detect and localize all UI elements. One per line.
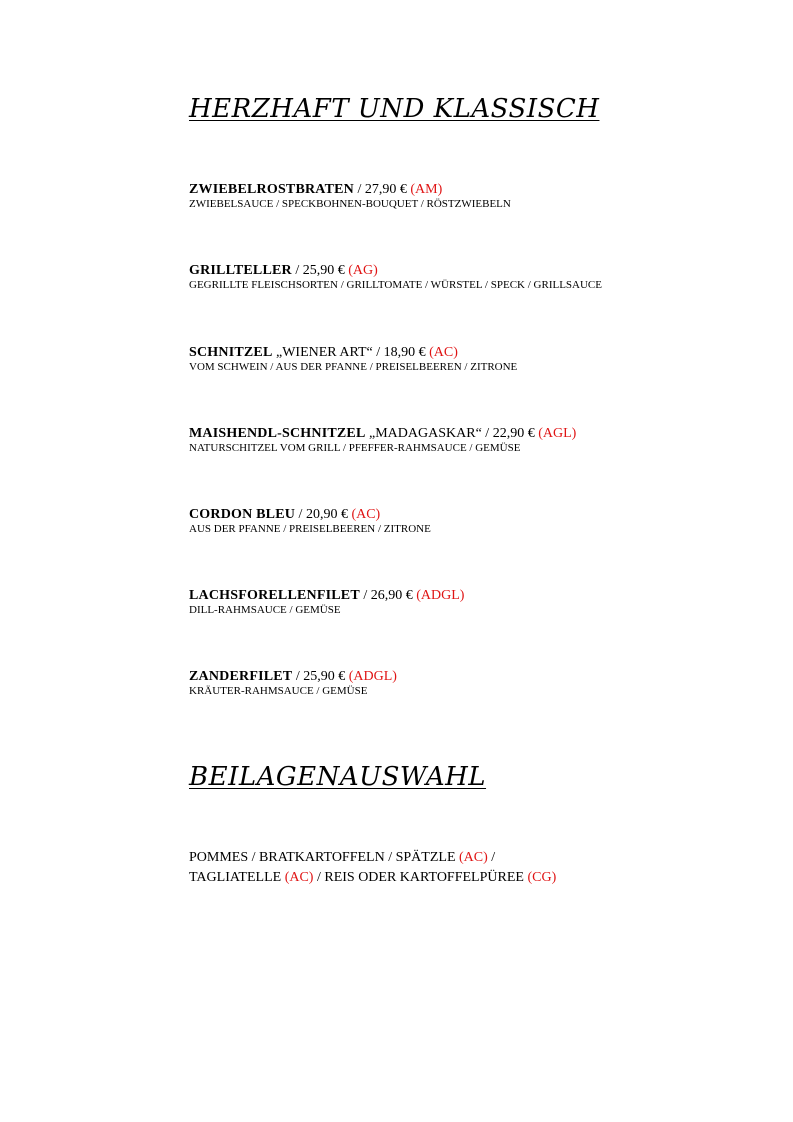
separator: / <box>353 182 365 197</box>
dish-name: CORDON BLEU <box>189 507 296 522</box>
dish-description: AUS DER PFANNE / PREISELBEEREN / ZITRONE <box>189 523 431 535</box>
allergen-codes: (CG) <box>527 870 557 885</box>
sides-list <box>189 848 556 888</box>
dish-price: 25,90 € <box>303 669 346 684</box>
dish-description: NATURSCHITZEL VOM GRILL / PFEFFER-RAHMSAUCE / GEMÜSE <box>189 442 521 454</box>
dish-name: GRILLTELLER <box>189 263 292 278</box>
sides-text: / <box>487 850 496 865</box>
allergen-codes: (AC) <box>351 507 381 522</box>
dish-description: VOM SCHWEIN / AUS DER PFANNE / PREISELBEEREN / ZITRONE <box>189 361 518 373</box>
dish-schnitzel-wiener-art <box>189 345 749 374</box>
allergen-codes: (AG) <box>348 263 378 278</box>
sides-line-2 <box>189 868 556 888</box>
dish-price: 20,90 € <box>305 507 348 522</box>
dish-name: ZWIEBELROSTBRATEN <box>189 182 354 197</box>
dish-description: ZWIEBELSAUCE / SPECKBOHNEN-BOUQUET / RÖSTZWIEBELN <box>189 198 511 210</box>
sides-line-1 <box>189 848 556 868</box>
dish-name: SCHNITZEL <box>189 345 273 360</box>
allergen-codes: (ADGL) <box>348 669 397 684</box>
sides-text: TAGLIATELLE <box>189 870 285 885</box>
dish-name: MAISHENDL-SCHNITZEL <box>189 426 366 441</box>
allergen-codes: (AC) <box>459 850 488 865</box>
dish-maishendl-schnitzel <box>189 426 749 455</box>
dish-name: LACHSFORELLENFILET <box>189 588 360 603</box>
dish-price: 27,90 € <box>364 182 407 197</box>
dish-zwiebelrostbraten <box>189 182 749 211</box>
allergen-codes: (AGL) <box>538 426 577 441</box>
separator: / <box>295 507 306 522</box>
sides-text: POMMES / BRATKARTOFFELN / SPÄTZLE <box>189 850 459 865</box>
dish-grillteller <box>189 263 749 292</box>
dish-header <box>189 182 749 198</box>
separator: / <box>291 263 303 278</box>
dish-header <box>189 345 749 361</box>
dish-header <box>189 426 749 442</box>
dish-description: KRÄUTER-RAHMSAUCE / GEMÜSE <box>189 685 368 697</box>
separator: / <box>372 345 384 360</box>
separator: / <box>481 426 493 441</box>
dish-header <box>189 263 749 279</box>
dish-price: 26,90 € <box>370 588 413 603</box>
allergen-codes: (ADGL) <box>416 588 465 603</box>
dish-price: 18,90 € <box>383 345 426 360</box>
allergen-codes: (AM) <box>410 182 443 197</box>
dish-name: ZANDERFILET <box>189 669 293 684</box>
sides-text: / REIS ODER KARTOFFELPÜREE <box>313 870 528 885</box>
dish-header <box>189 507 749 523</box>
dish-header <box>189 669 749 685</box>
dish-zanderfilet <box>189 669 749 698</box>
dish-cordon-bleu <box>189 507 749 536</box>
section-title-herzhaft: HERZHAFT UND KLASSISCH <box>189 94 600 124</box>
separator: / <box>359 588 371 603</box>
allergen-codes: (AC) <box>284 870 314 885</box>
dish-description: DILL-RAHMSAUCE / GEMÜSE <box>189 604 341 616</box>
dish-name-suffix: „MADAGASKAR“ <box>365 426 482 441</box>
dish-price: 22,90 € <box>492 426 535 441</box>
separator: / <box>292 669 304 684</box>
allergen-codes: (AC) <box>429 345 458 360</box>
dish-description: GEGRILLTE FLEISCHSORTEN / GRILLTOMATE / WÜRSTEL / SPECK / GRILLSAUCE <box>189 279 602 291</box>
dish-header <box>189 588 749 604</box>
dish-lachsforellenfilet <box>189 588 749 617</box>
section-title-beilagenauswahl: BEILAGENAUSWAHL <box>189 762 487 792</box>
dish-price: 25,90 € <box>302 263 345 278</box>
dish-name-suffix: „WIENER ART“ <box>272 345 373 360</box>
